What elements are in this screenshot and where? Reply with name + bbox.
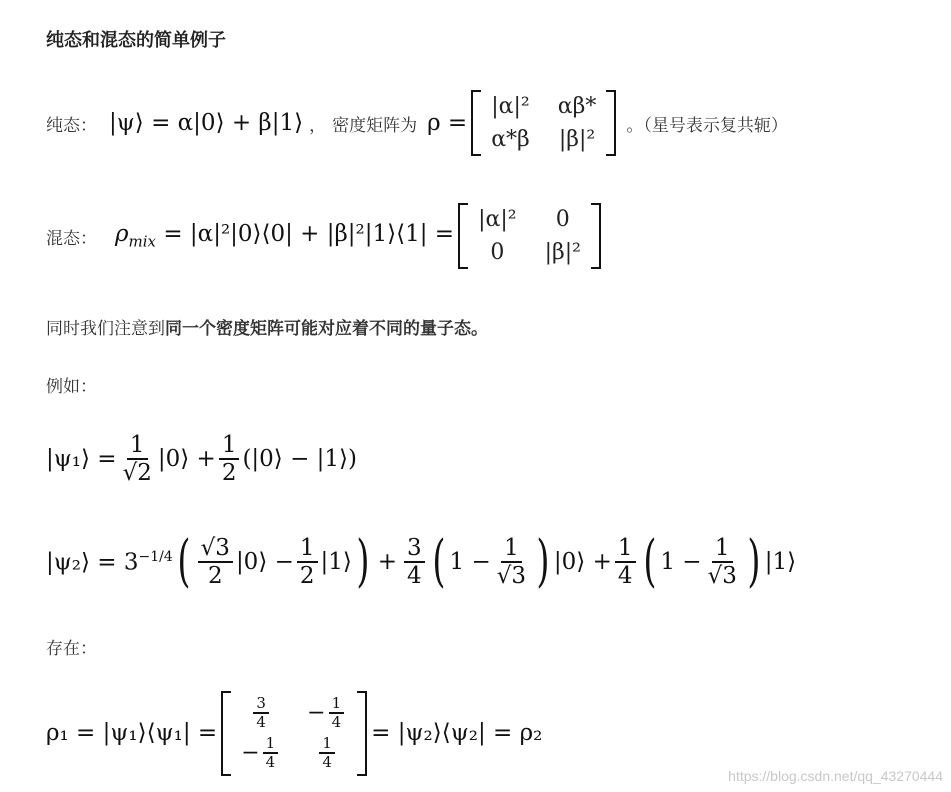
density-matrix-text: 密度矩阵为	[332, 115, 418, 136]
exists-label: 存在：	[46, 639, 97, 659]
rho-rhs: = |ψ₂⟩⟨ψ₂| = ρ₂	[371, 720, 543, 746]
fraction: $\frac{1}{√3}$	[496, 534, 527, 589]
psi2-plus: +	[377, 549, 398, 575]
psi1-mid: |0⟩ +	[157, 446, 216, 472]
fraction: $\frac{1}{2}$	[219, 432, 240, 487]
fraction: $\frac{1}{4}$	[615, 535, 636, 590]
conjugate-note: 。（星号表示复共轭）	[626, 115, 788, 136]
note-bold: 同一个密度矩阵可能对应着不同的量子态。	[165, 319, 488, 339]
matrix-left-bracket	[221, 691, 231, 776]
fraction: $\frac{√3}{2}$	[198, 535, 233, 590]
matrix-cell: 0	[555, 207, 570, 232]
psi1-equation	[46, 424, 357, 494]
mixed-state-line	[46, 196, 605, 276]
rho-lhs: ρ₁ = |ψ₁⟩⟨ψ₁| =	[46, 720, 218, 746]
matrix-cell: |β|²	[544, 240, 581, 265]
rho-matrix	[221, 691, 367, 776]
pure-density-matrix	[471, 90, 616, 156]
example-label: 例如：	[46, 377, 97, 397]
left-paren: (	[177, 529, 191, 594]
right-paren: )	[747, 529, 761, 594]
fraction: $\frac{1}{2}$	[297, 535, 318, 590]
rho-symbol: ρ =	[427, 110, 468, 136]
right-paren: )	[536, 529, 550, 594]
matrix-cell: $\frac{1}{4}$	[307, 735, 347, 772]
psi2-term: |1⟩	[764, 549, 797, 575]
matrix-cell: αβ*	[557, 94, 597, 119]
psi2-term: |0⟩ −	[235, 549, 294, 575]
matrix-left-bracket	[471, 90, 481, 156]
matrix-right-bracket	[357, 691, 367, 776]
left-paren: (	[642, 529, 656, 594]
psi1-tail: (|0⟩ − |1⟩)	[242, 446, 358, 472]
mixed-state-label: 混态：	[46, 228, 97, 249]
psi2-term: |1⟩	[320, 549, 352, 575]
note-line	[46, 314, 488, 339]
matrix-cell: $\frac{3}{4}$	[241, 695, 281, 732]
mixed-density-matrix	[458, 203, 601, 269]
psi2-term: 1 −	[660, 549, 702, 575]
rho-equality	[46, 690, 542, 776]
matrix-cell: |α|²	[478, 207, 517, 232]
matrix-cell: 0	[490, 240, 505, 265]
pure-state-label: 纯态：	[46, 115, 97, 136]
psi2-term: |0⟩ +	[553, 549, 612, 575]
watermark: https://blog.csdn.net/qq_43270444	[728, 768, 943, 784]
psi2-equation	[46, 526, 796, 598]
fraction: $\frac{1}{√3}$	[707, 534, 737, 589]
matrix-cell: − $\frac{1}{4}$	[307, 695, 347, 732]
rho-mix-expression: $\rho_{mix}$ = |α|²|0⟩⟨0| + |β|²|1⟩⟨1| =	[115, 221, 455, 251]
fraction: $\frac{1}{√2}$	[122, 431, 152, 486]
pure-state-comma: ，	[309, 115, 327, 136]
matrix-left-bracket	[458, 203, 468, 269]
note-plain: 同时我们注意到	[46, 319, 165, 339]
psi2-lhs: |ψ₂⟩ = $3^{-1/4}$	[46, 548, 173, 576]
page-heading: 纯态和混态的简单例子	[46, 30, 226, 51]
psi2-term: 1 −	[449, 549, 491, 575]
matrix-right-bracket	[591, 203, 601, 269]
matrix-cell: − $\frac{1}{4}$	[241, 735, 281, 772]
fraction: $\frac{3}{4}$	[404, 535, 425, 590]
matrix-cell: |β|²	[558, 127, 596, 152]
psi1-lhs: |ψ₁⟩ =	[46, 446, 117, 472]
right-paren: )	[356, 529, 370, 594]
matrix-right-bracket	[606, 90, 616, 156]
matrix-cell: α*β	[491, 127, 530, 152]
pure-state-expression: |ψ⟩ = α|0⟩ + β|1⟩	[109, 110, 304, 136]
left-paren: (	[432, 529, 446, 594]
pure-state-line	[46, 84, 788, 162]
matrix-cell: |α|²	[491, 94, 530, 119]
